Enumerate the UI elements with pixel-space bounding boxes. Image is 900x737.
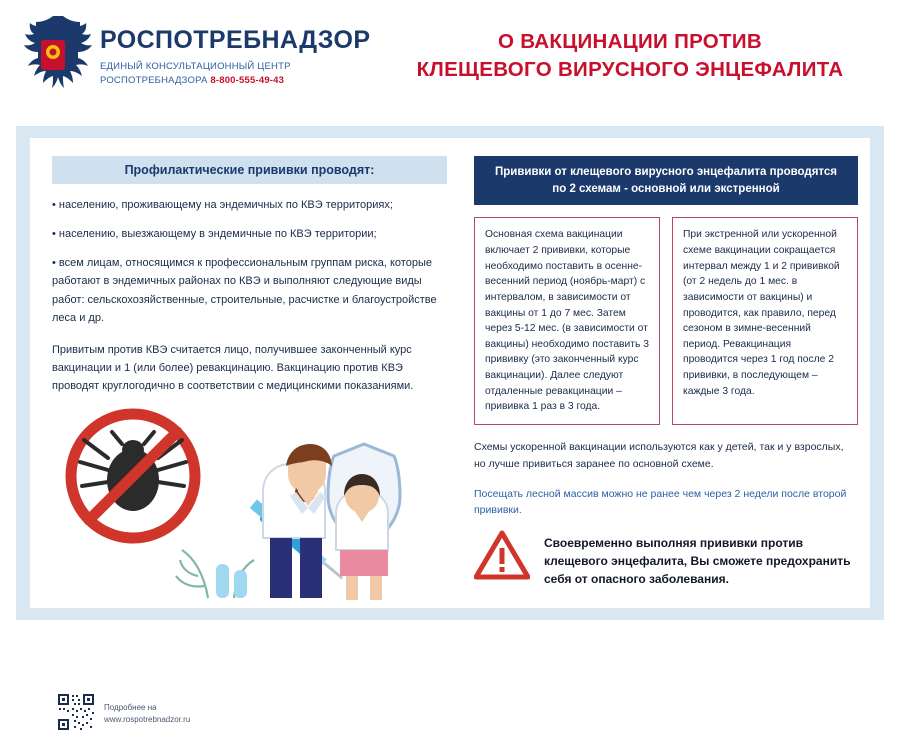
page-title-line1: О ВАКЦИНАЦИИ ПРОТИВ — [497, 30, 763, 53]
header — [0, 0, 900, 120]
content-panel — [16, 126, 884, 724]
qr-caption-line1: Подробнее на — [104, 703, 157, 712]
qr-caption — [104, 702, 190, 726]
right-heading — [474, 156, 858, 205]
right-heading-line1: Прививки от клещевого вирусного энцефалита проводятся — [494, 166, 838, 178]
page-title — [380, 28, 880, 83]
qr-code — [56, 692, 96, 732]
right-column — [474, 156, 858, 519]
left-item-1: • населению, проживающему на эндемичных по КВЭ территориях; — [52, 199, 393, 211]
brand-subtitle — [100, 60, 370, 88]
brand-subtitle-line2: РОСПОТРЕБНАДЗОРА — [100, 74, 208, 86]
left-column — [52, 156, 447, 406]
page-title-line2: КЛЕЩЕВОГО ВИРУСНОГО ЭНЦЕФАЛИТА — [416, 57, 844, 81]
right-blue-note: Посещать лесной массив можно не ранее чем через 2 недели после второй прививки. — [474, 487, 847, 517]
left-heading: Профилактические прививки проводят: — [52, 156, 447, 184]
scheme-box-basic: Основная схема вакцинации включает 2 прививки, которые необходимо поставить в осенне-весенний период (ноябрь-март) с интервалом, в зависимости от вакцины от 1 до 7 мес. Затем через 5-12 мес. (в зависимости от вакцины) необходимо поставить 3 прививку (это законченный курс вакцинации). Далее следуют отдаленные ревакцинации – прививка 1 раз в 3 года. — [474, 217, 660, 425]
right-note: Схемы ускоренной вакцинации используются как у детей, так и у взрослых, но лучше привиться заранее по основной схеме. — [474, 441, 844, 470]
tick-prohibition-and-doctors-illustration — [48, 388, 448, 603]
hotline-phone: 8-800-555-49-43 — [210, 74, 285, 86]
scheme-box-emergency: При экстренной или ускоренной схеме вакцинации сокращается интервал между 1 и 2 прививкой (от 2 недель до 1 мес. в зависимости от вакцины) и проводится, как правило, перед сезоном в зимне-весенний период. Ревакцинация проводится через 1 год после 2 прививки, в последующем – каждые 3 года. — [672, 217, 858, 425]
right-heading-line2: по 2 схемам - основной или экстренной — [552, 182, 780, 195]
brand-block — [100, 28, 370, 88]
warning-text: Своевременно выполняя прививки против клещевого энцефалита, Вы сможете предохранить себя от опасного заболевания. — [544, 536, 851, 586]
scheme-boxes — [474, 217, 858, 425]
brand-title: РОСПОТРЕБНАДЗОР — [100, 26, 371, 54]
left-body — [52, 196, 447, 395]
warning-block — [474, 530, 858, 588]
brand-subtitle-line1: ЕДИНЫЙ КОНСУЛЬТАЦИОННЫЙ ЦЕНТР — [100, 61, 291, 72]
russian-coat-of-arms-icon — [14, 12, 92, 104]
warning-triangle-icon — [474, 530, 530, 585]
brand-subtitle-line2-wrap — [100, 74, 370, 88]
qr-caption-line2: www.rospotrebnadzor.ru — [104, 715, 191, 724]
left-item-3: • всем лицам, относящимся к профессиональным группам риска, которые работают в эндемичных районах по КВЭ и выполняют следующие виды работ: сельскохозяйственные, строительные, расчистке и благоустройстве леса и др. — [52, 257, 437, 324]
bottom-strip — [0, 620, 900, 635]
content-panel-inner — [30, 138, 870, 724]
left-paragraph: Привитым против КВЭ считается лицо, получившее законченный курс вакцинации и 1 (или более) ревакцинацию. Вакцинацию против КВЭ проводят круглогодично в соответствии с медицинскими показаниями. — [52, 343, 414, 393]
left-item-2: • населению, выезжающему в эндемичные по КВЭ территории; — [52, 228, 377, 241]
